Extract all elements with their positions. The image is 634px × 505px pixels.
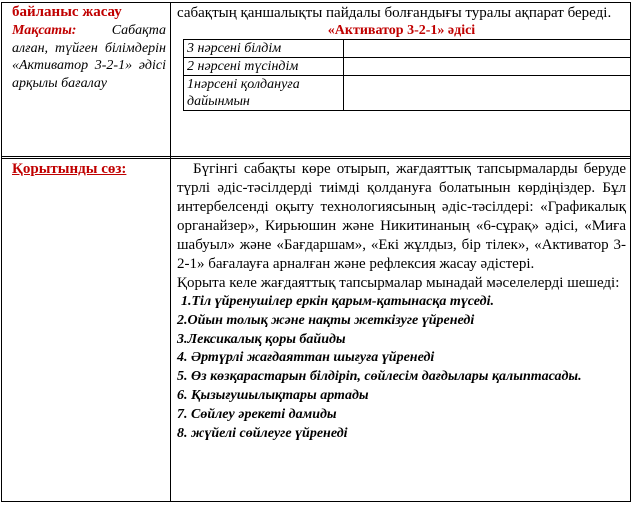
table-row	[184, 76, 631, 111]
goal-text: Сабақта алған, түйген білімдерін «Активатор 3-2-1» әдісі арқылы бағалау	[12, 23, 166, 91]
list-item: 3.Лексикалық қоры байиды	[177, 331, 346, 347]
list-item: 1.Тіл үйренушілер еркін қарым-қатынасқа түседі.	[181, 294, 494, 309]
goal-paragraph	[12, 22, 166, 92]
list-item: 5. Өз көзқарастарын білдіріп, сөйлесім дағдылары қалыптасады.	[177, 369, 582, 385]
table-label: 3 нәрсені білдім	[184, 40, 344, 58]
row-divider	[2, 156, 630, 159]
row2-right-cell	[171, 160, 630, 443]
table-value	[344, 58, 631, 76]
right-intro: сабақтың қаншалықты пайдалы болғандығы туралы ақпарат береді.	[177, 5, 612, 21]
row2-heading: Қорытынды сөз:	[12, 161, 127, 177]
activator-table	[183, 39, 631, 111]
table-value	[344, 40, 631, 58]
row2-left-cell	[2, 161, 170, 178]
list-item: 4. Әртүрлі жағдаяттан шығуға үйренеді	[177, 350, 435, 366]
table-label: 2 нәрсені түсіндім	[184, 58, 344, 76]
list-item: 6. Қызығушылықтары артады	[177, 387, 369, 403]
lesson-table	[1, 2, 631, 502]
goal-label: Мақсаты:	[12, 23, 77, 38]
row1-right-cell	[171, 4, 630, 111]
summary-intro: Қорыта келе жағдаяттық тапсырмалар мынадай мәселелерді шешеді:	[177, 275, 620, 291]
table-value	[344, 76, 631, 111]
conclusion-paragraph: Бүгінгі сабақты көре отырып, жағдаяттық тапсырмаларды беруде түрлі әдіс-тәсілдерді тиімді қолдануға болатынын көрдіңіздер. Бұл интербелсенді оқыту технологиясының әдіс-тәсілдері: «Графикалық органайзер», Кирьюшин және Никитинаның «6-сұрақ» әдісі, «Миға шабуыл» және «Бағдаршам», «Екі жұлдыз, бір тілек», «Активатор 3-2-1» бағалауға арналған және рефлексия жасау әдістері.	[177, 161, 626, 272]
table-label: 1нәрсені қолдануға дайынмын	[184, 76, 344, 111]
method-title: «Активатор 3-2-1» әдісі	[327, 23, 476, 38]
row1-heading: байланыс жасау	[12, 4, 122, 20]
table-row	[184, 40, 631, 58]
list-item: 7. Сөйлеу әрекеті дамиды	[177, 406, 337, 422]
list-item: 2.Ойын толық және нақты жеткізуге үйренеді	[177, 312, 475, 328]
table-row	[184, 58, 631, 76]
list-item: 8. жүйелі сөйлеуге үйренеді	[177, 425, 348, 441]
row1-left-cell	[2, 3, 170, 92]
